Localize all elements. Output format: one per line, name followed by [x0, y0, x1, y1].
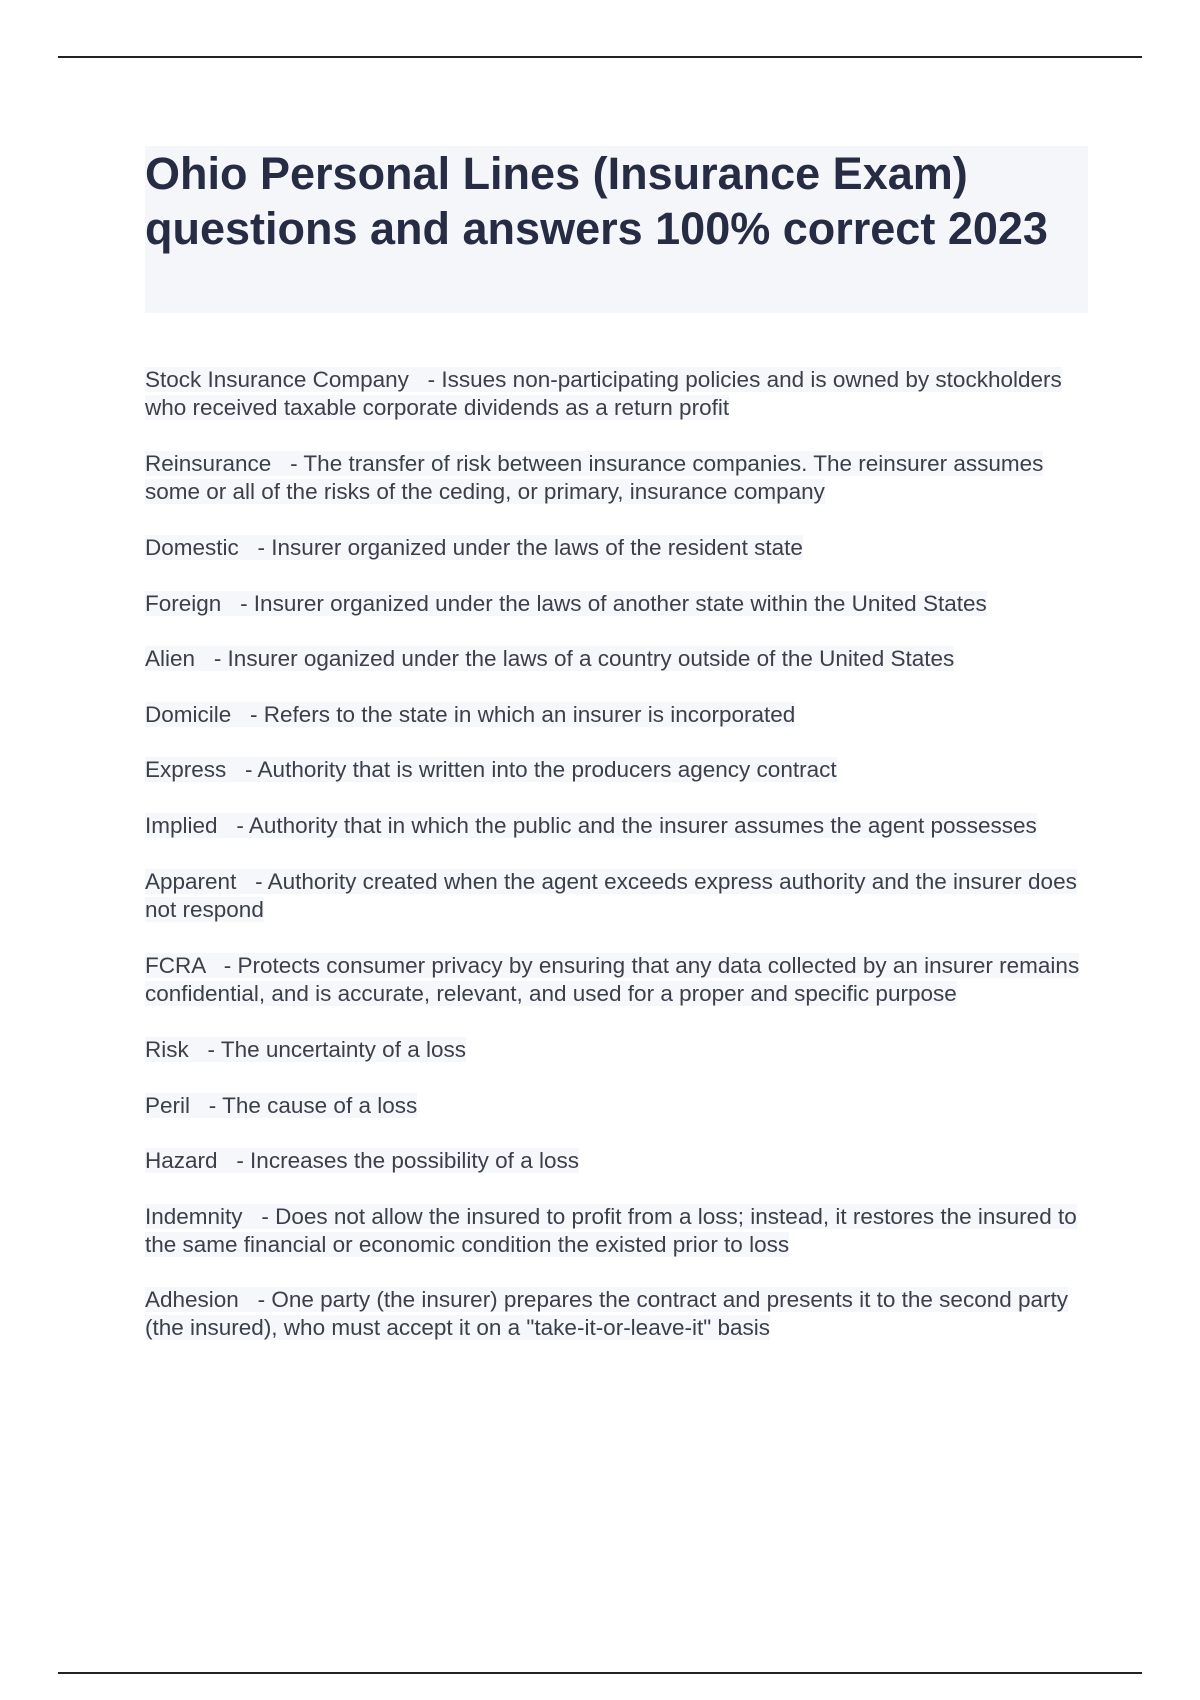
flashcard-entry [145, 1203, 1085, 1259]
flashcard-entry [145, 366, 1085, 422]
entry-term: Peril [145, 1093, 191, 1118]
flashcard-entry [145, 1036, 1085, 1064]
document-title: Ohio Personal Lines (Insurance Exam) questions and answers 100% correct 2023 [145, 148, 1048, 254]
flashcard-entry [145, 1286, 1085, 1342]
entry-term: Express [145, 757, 227, 782]
entry-definition: - Protects consumer privacy by ensuring that any data collected by an insurer remains confidential, and is accurate, relevant, and used for a proper and specific purpose [145, 953, 1080, 1006]
entry-term: Apparent [145, 869, 237, 894]
flashcard-entry [145, 590, 1085, 618]
entry-term: Stock Insurance Company [145, 367, 409, 392]
entry-definition: - Insurer organized under the laws of the resident state [257, 535, 803, 560]
entry-definition: - Does not allow the insured to profit from a loss; instead, it restores the insured to the same financial or economic condition the existed prior to loss [145, 1204, 1077, 1257]
flashcard-entry [145, 534, 1085, 562]
flashcard-entry [145, 952, 1085, 1008]
flashcard-entry [145, 1147, 1085, 1175]
entry-definition: - One party (the insurer) prepares the contract and presents it to the second party (the insured), who must accept it on a "take-it-or-leave-it" basis [145, 1287, 1069, 1340]
entry-definition: - Increases the possibility of a loss [236, 1148, 579, 1173]
flashcard-list [145, 366, 1085, 1342]
entry-term: FCRA [145, 953, 206, 978]
flashcard-entry [145, 645, 1085, 673]
entry-term: Indemnity [145, 1204, 243, 1229]
entry-definition: - The cause of a loss [208, 1093, 418, 1118]
entry-definition: - Authority that is written into the producers agency contract [245, 757, 837, 782]
entry-term: Implied [145, 813, 218, 838]
flashcard-entry [145, 868, 1085, 924]
entry-definition: - The uncertainty of a loss [207, 1037, 466, 1062]
entry-definition: - Insurer organized under the laws of another state within the United States [240, 591, 987, 616]
entry-term: Alien [145, 646, 196, 671]
entry-definition: - Refers to the state in which an insurer is incorporated [250, 702, 796, 727]
entry-term: Domestic [145, 535, 239, 560]
flashcard-entry [145, 1092, 1085, 1120]
bottom-divider [58, 1672, 1142, 1674]
entry-term: Hazard [145, 1148, 218, 1173]
entry-definition: - Authority created when the agent exceeds express authority and the insurer does not respond [145, 869, 1077, 922]
entry-term: Risk [145, 1037, 189, 1062]
entry-definition: - Authority that in which the public and the insurer assumes the agent possesses [236, 813, 1037, 838]
flashcard-entry [145, 450, 1085, 506]
entry-definition: - The transfer of risk between insurance companies. The reinsurer assumes some or all of the risks of the ceding, or primary, insurance company [145, 451, 1044, 504]
entry-term: Foreign [145, 591, 222, 616]
top-divider [58, 56, 1142, 58]
entry-term: Domicile [145, 702, 232, 727]
entry-term: Reinsurance [145, 451, 272, 476]
entry-term: Adhesion [145, 1287, 239, 1312]
flashcard-entry [145, 812, 1085, 840]
title-block [145, 146, 1088, 313]
flashcard-entry [145, 756, 1085, 784]
flashcard-entry [145, 701, 1085, 729]
entry-definition: - Issues non-participating policies and is owned by stockholders who received taxable corporate dividends as a return profit [145, 367, 1062, 420]
entry-definition: - Insurer oganized under the laws of a country outside of the United States [213, 646, 955, 671]
